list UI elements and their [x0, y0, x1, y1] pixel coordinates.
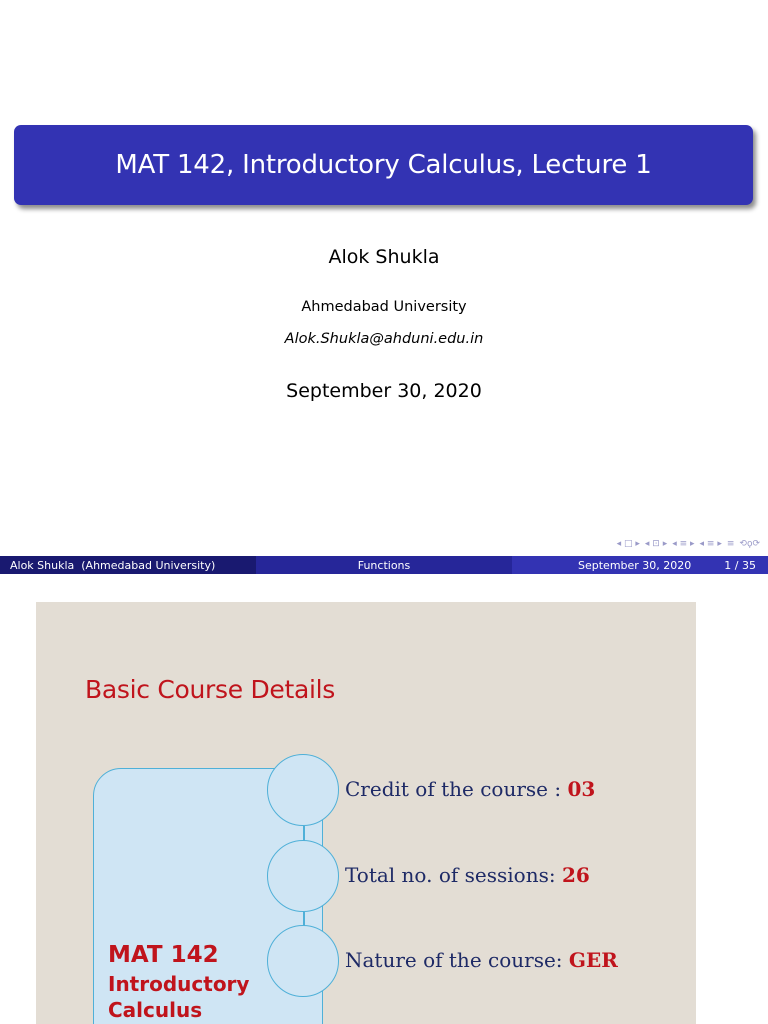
author-name: Alok Shukla [328, 246, 440, 268]
nav-subsection-icon[interactable]: ◂ ⊡ ▸ [644, 539, 668, 549]
beamer-navigation [617, 537, 760, 551]
title-banner [14, 125, 753, 205]
detail-label: Credit of the course : [345, 777, 568, 801]
detail-sessions [345, 863, 590, 887]
course-code: MAT 142 [108, 942, 219, 968]
nav-frame-icon[interactable]: ◂ □ ▸ [616, 539, 640, 549]
detail-bubble [267, 754, 339, 826]
detail-bubble [267, 925, 339, 997]
nav-search-icon[interactable]: ⟲ϙ⟳ [739, 539, 760, 549]
footer-date: September 30, 2020 [578, 558, 692, 572]
detail-value: 03 [567, 777, 596, 801]
slide-footer [0, 556, 768, 574]
detail-label: Total no. of sessions: [345, 863, 562, 887]
course-name [108, 971, 249, 1023]
footer-topic: Functions [256, 556, 512, 574]
detail-label: Nature of the course: [345, 948, 569, 972]
course-details-heading: Basic Course Details [85, 675, 336, 704]
lecture-date: September 30, 2020 [286, 380, 482, 402]
detail-value: 26 [561, 863, 590, 887]
author-email: Alok.Shukla@ahduni.edu.in [284, 331, 484, 347]
nav-section-icon[interactable]: ◂ ≡ ▸ [699, 539, 722, 549]
footer-info [512, 556, 768, 574]
course-name-line: Introductory [108, 972, 250, 996]
nav-align-icon[interactable]: ≡ [726, 539, 735, 549]
slide-title: MAT 142, Introductory Calculus, Lecture 1 [115, 150, 652, 180]
course-details-slide [36, 602, 696, 1024]
nav-section-icon[interactable]: ◂ ≡ ▸ [672, 539, 695, 549]
detail-nature [345, 948, 618, 972]
footer-page-number: 1 / 35 [724, 558, 756, 572]
course-name-line: Calculus [108, 998, 203, 1022]
footer-author: Alok Shukla (Ahmedabad University) [0, 556, 256, 574]
detail-value: GER [568, 948, 618, 972]
detail-credit [345, 777, 595, 801]
detail-bubble [267, 840, 339, 912]
institute-name: Ahmedabad University [301, 299, 467, 315]
